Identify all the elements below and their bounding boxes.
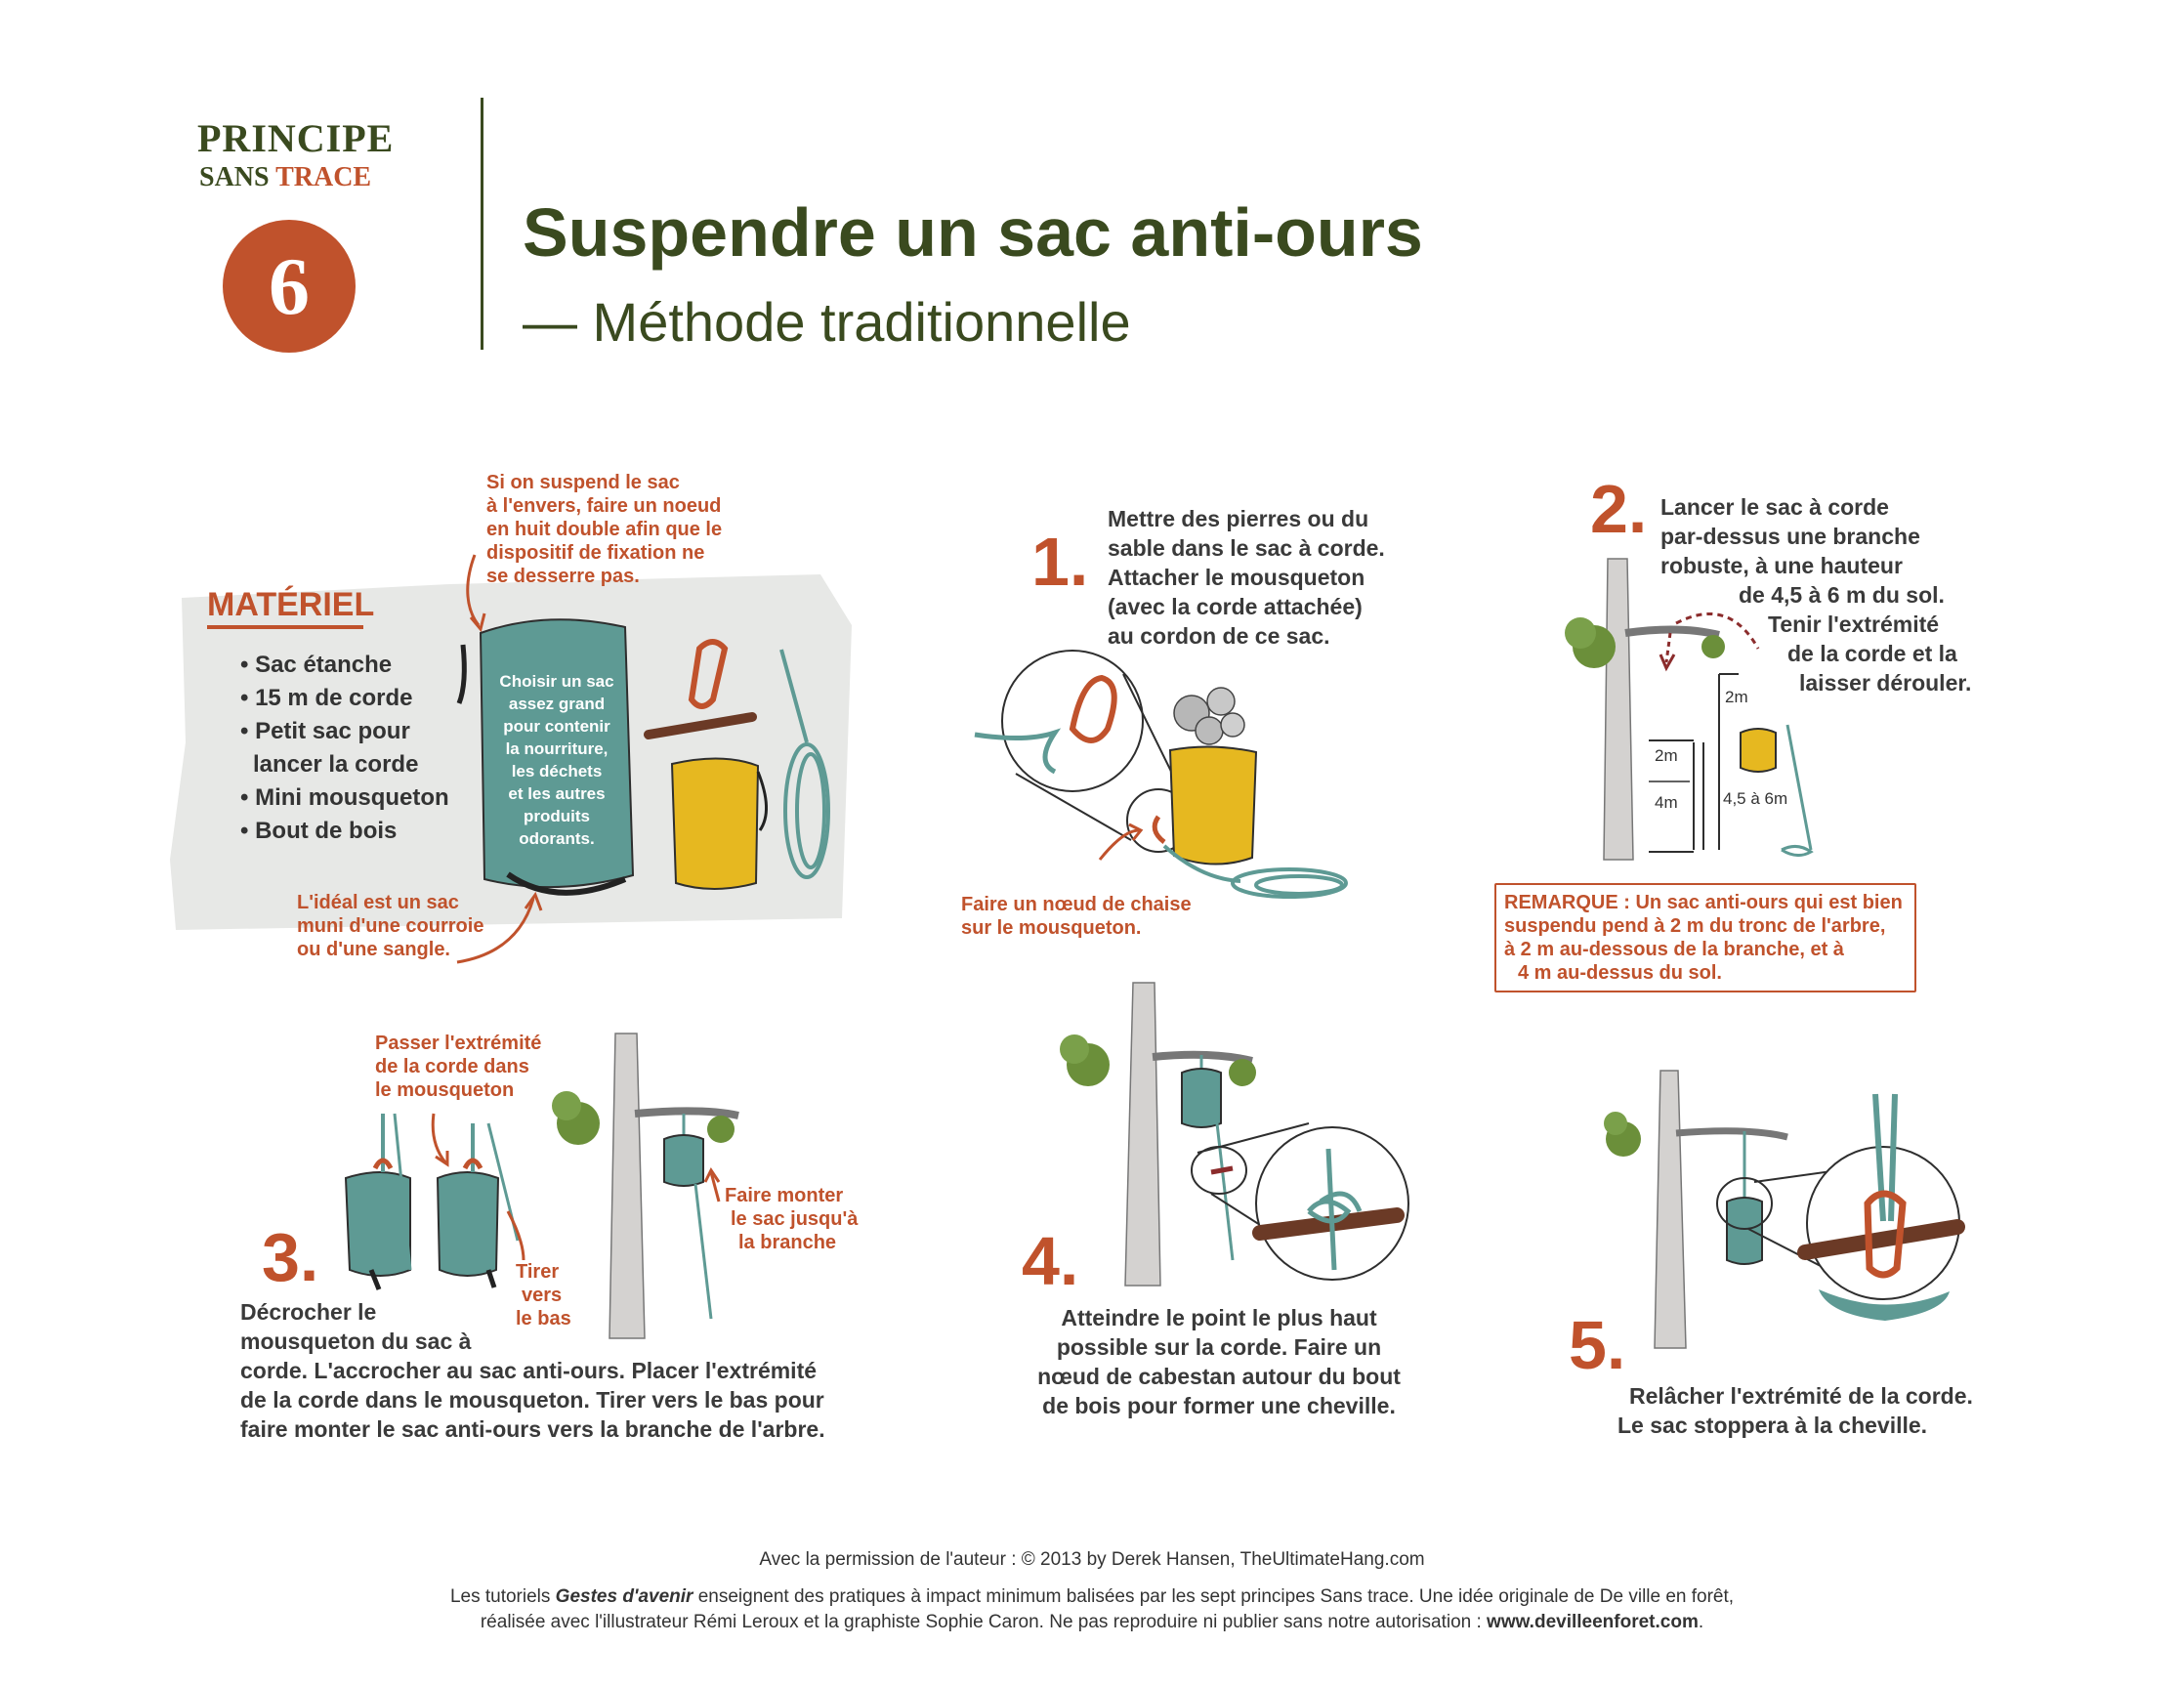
step-line: Attacher le mousqueton: [1108, 565, 1365, 590]
step-line: Mettre des pierres ou du: [1108, 506, 1369, 531]
materiel-item: • Mini mousqueton: [240, 784, 449, 811]
note-line: Tirer: [516, 1261, 560, 1283]
step4-number: 4.: [1022, 1223, 1079, 1299]
bag-label-line: Choisir un sac: [499, 672, 614, 691]
remark-line: 4 m au-dessus du sol.: [1518, 962, 1722, 984]
step-line: au cordon de ce sac.: [1108, 623, 1330, 649]
page-subtitle: — Méthode traditionnelle: [523, 291, 1131, 353]
note-line: de la corde dans: [375, 1056, 529, 1077]
page-title: Suspendre un sac anti-ours: [523, 194, 1423, 271]
step-line: Tenir l'extrémité: [1768, 612, 1940, 637]
brand-sans: SANS: [199, 162, 270, 192]
principle-number: 6: [269, 240, 310, 332]
step-line: Le sac stoppera à la cheville.: [1617, 1413, 1928, 1438]
brand-trace: TRACE: [275, 162, 372, 192]
note-line: le bas: [516, 1308, 571, 1329]
footer-series-name: Gestes d'avenir: [555, 1586, 693, 1607]
note-line: la branche: [738, 1232, 837, 1253]
footer-line-1: [0, 1586, 2184, 1608]
step-line: de 4,5 à 6 m du sol.: [1739, 582, 1945, 608]
note-line: dispositif de fixation ne: [486, 542, 705, 564]
step-line: possible sur la corde. Faire un: [1056, 1334, 1382, 1360]
step-line: Relâcher l'extrémité de la corde.: [1629, 1383, 1973, 1409]
step-line: de bois pour former une cheville.: [1042, 1393, 1396, 1418]
note-line: Faire monter: [725, 1185, 844, 1206]
materiel-item: • Petit sac pour: [240, 718, 410, 744]
step-line: Lancer le sac à corde: [1660, 494, 1889, 520]
measure-4m: 4m: [1655, 793, 1678, 812]
materiel-heading: MATÉRIEL: [207, 586, 375, 623]
remark-line: REMARQUE : Un sac anti-ours qui est bien: [1504, 892, 1903, 913]
step1-number: 1.: [1031, 524, 1089, 600]
step2-number: 2.: [1590, 471, 1648, 547]
footer-line1-post: enseignent des pratiques à impact minimum balisées par les sept principes Sans trace. Une idée originale de De ville en forêt,: [693, 1586, 1735, 1607]
footer-website-link[interactable]: www.devilleenforet.com: [1487, 1612, 1699, 1632]
step-line: laisser dérouler.: [1799, 670, 1972, 696]
step5-text: [1617, 1381, 1973, 1440]
note-line: le sac jusqu'à: [731, 1208, 859, 1230]
step-line: Atteindre le point le plus haut: [1061, 1305, 1377, 1330]
note-line: Si on suspend le sac: [486, 472, 680, 493]
step-line: robuste, à une hauteur: [1660, 553, 1903, 578]
note-line: sur le mousqueton.: [961, 917, 1142, 939]
note-line: vers: [522, 1285, 563, 1306]
step5-number: 5.: [1569, 1307, 1626, 1383]
bag-label-line: odorants.: [519, 829, 595, 848]
bag-label-line: et les autres: [508, 784, 606, 803]
remark-line: à 2 m au-dessous de la branche, et à: [1504, 939, 1844, 960]
note-line: Faire un nœud de chaise: [961, 894, 1192, 915]
note-line: à l'envers, faire un noeud: [486, 495, 722, 517]
bag-label-line: la nourriture,: [505, 739, 609, 758]
step-line: nœud de cabestan autour du bout: [1037, 1364, 1401, 1389]
bag-label-line: produits: [524, 807, 590, 825]
measure-45m: 4,5 à 6m: [1723, 789, 1788, 808]
footer-line2-post: .: [1698, 1612, 1704, 1632]
remark-line: suspendu pend à 2 m du tronc de l'arbre,: [1504, 915, 1886, 937]
note-line: le mousqueton: [375, 1079, 515, 1101]
note-line: L'idéal est un sac: [297, 892, 459, 913]
note-line: muni d'une courroie: [297, 915, 484, 937]
bag-label-line: les déchets: [511, 762, 603, 781]
step-line: (avec la corde attachée): [1108, 594, 1363, 619]
materiel-item: • Bout de bois: [240, 818, 398, 844]
step-line: de la corde et la: [1787, 641, 1957, 666]
step-line: corde. L'accrocher au sac anti-ours. Placer l'extrémité: [240, 1358, 818, 1383]
footer-line-2: [0, 1612, 2184, 1633]
bag-label-line: pour contenir: [503, 717, 610, 736]
step3-number: 3.: [262, 1219, 319, 1295]
note-line: ou d'une sangle.: [297, 939, 450, 960]
footer-credit: Avec la permission de l'auteur : © 2013 by Derek Hansen, TheUltimateHang.com: [759, 1549, 1425, 1570]
note-line: Passer l'extrémité: [375, 1033, 542, 1054]
note-line: se desserre pas.: [486, 566, 640, 587]
step-line: par-dessus une branche: [1660, 524, 1920, 549]
measure-2m-left: 2m: [1655, 746, 1678, 765]
materiel-item: lancer la corde: [253, 751, 419, 778]
note-line: en huit double afin que le: [486, 519, 723, 540]
materiel-item: • Sac étanche: [240, 652, 393, 678]
step-line: faire monter le sac anti-ours vers la branche de l'arbre.: [240, 1416, 825, 1442]
step-line: de la corde dans le mousqueton. Tirer vers le bas pour: [240, 1387, 824, 1413]
step-line: sable dans le sac à corde.: [1108, 535, 1385, 561]
footer-line1-pre: Les tutoriels: [449, 1586, 556, 1607]
step-line: Décrocher le: [240, 1299, 377, 1325]
materiel-item: • 15 m de corde: [240, 685, 413, 711]
brand-line-principe: PRINCIPE: [197, 116, 395, 160]
step-line: mousqueton du sac à: [240, 1329, 472, 1354]
footer-line2-pre: réalisée avec l'illustrateur Rémi Leroux et la graphiste Sophie Caron. Ne pas reproduire ni publier sans notre autorisation :: [480, 1612, 1488, 1632]
measure-2m-top: 2m: [1725, 688, 1748, 706]
bag-label-line: assez grand: [508, 695, 606, 713]
